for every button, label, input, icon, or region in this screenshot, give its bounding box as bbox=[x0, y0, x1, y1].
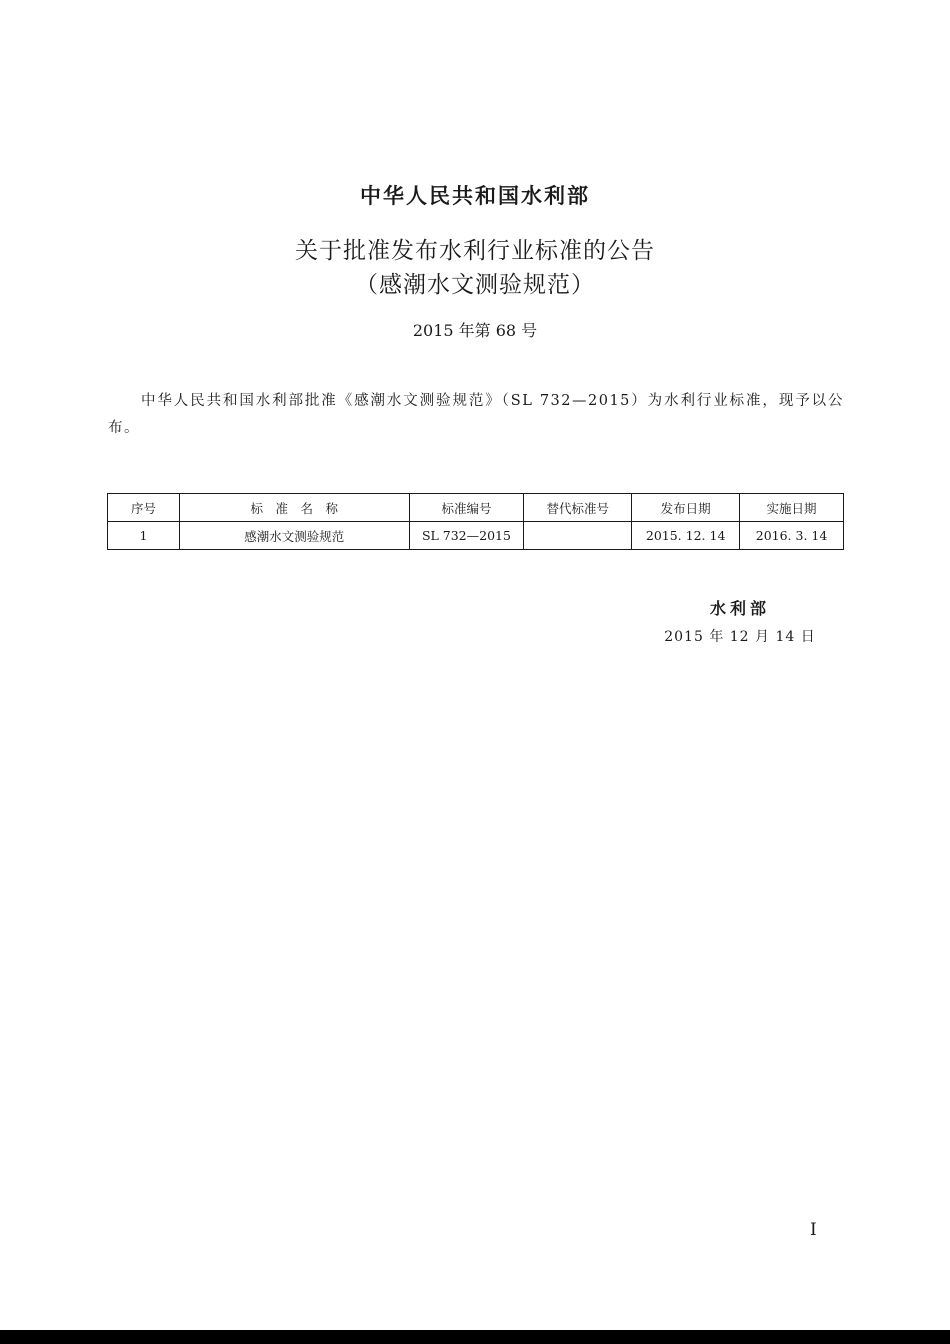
header-release-date: 发布日期 bbox=[632, 494, 740, 522]
ministry-heading: 中华人民共和国水利部 bbox=[360, 184, 590, 208]
standards-table bbox=[107, 493, 844, 550]
announcement-subtitle: （感潮水文测验规范） bbox=[355, 272, 595, 298]
page-number: I bbox=[810, 1220, 817, 1240]
cell-standard-name: 感潮水文测验规范 bbox=[179, 522, 409, 550]
announcement-body: 中华人民共和国水利部批准《感潮水文测验规范》（SL 732—2015）为水利行业标准，现予以公布。 bbox=[108, 393, 844, 436]
header-replaced-code: 替代标准号 bbox=[524, 494, 632, 522]
cell-standard-code: SL 732—2015 bbox=[409, 522, 524, 550]
signature-name: 水利部 bbox=[709, 599, 770, 618]
table-header-row bbox=[108, 494, 844, 522]
table-row bbox=[108, 522, 844, 550]
header-standard-code: 标准编号 bbox=[409, 494, 524, 522]
cell-effective-date: 2016. 3. 14 bbox=[740, 522, 844, 550]
signature-date: 2015 年 12 月 14 日 bbox=[664, 629, 816, 645]
announcement-number: 2015 年第 68 号 bbox=[412, 321, 538, 340]
header-effective-date: 实施日期 bbox=[740, 494, 844, 522]
header-index: 序号 bbox=[108, 494, 180, 522]
header-standard-name: 标 准 名 称 bbox=[179, 494, 409, 522]
bottom-rule bbox=[0, 1330, 950, 1344]
cell-release-date: 2015. 12. 14 bbox=[632, 522, 740, 550]
announcement-title: 关于批准发布水利行业标准的公告 bbox=[295, 238, 655, 264]
cell-index: 1 bbox=[108, 522, 180, 550]
cell-replaced-code bbox=[524, 522, 632, 550]
